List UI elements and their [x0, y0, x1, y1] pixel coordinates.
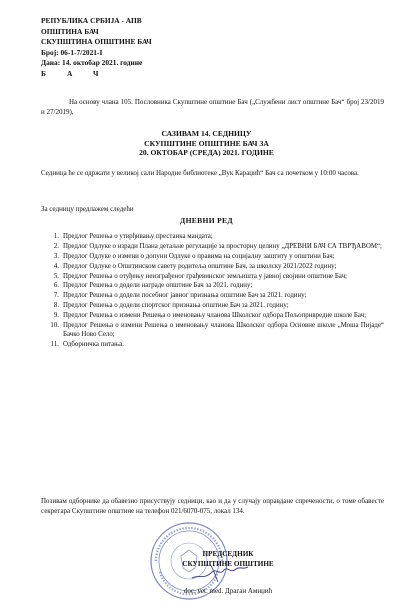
agenda-item-text: Предлог Решења о отуђењу неизграђеног грађевинског земљишта у јавној својини општине Бач; — [63, 272, 347, 280]
agenda-item-text: Предлог Решења о измени Решења о именовању чланова Школског одбора Пољопривредне школе Бач; — [63, 312, 367, 320]
agenda-item — [41, 302, 384, 311]
header-letter: Б — [41, 68, 46, 78]
agenda-item-number: 4. — [53, 262, 59, 270]
header-letter: Ч — [93, 68, 99, 78]
agenda-item-number: 3. — [53, 252, 59, 260]
agenda-item — [41, 253, 384, 262]
agenda-item-number: 10. — [50, 322, 59, 330]
agenda-item-text: Предлог Решења о додели посебног јавног признања општине Бач за 2021. годину; — [63, 292, 307, 300]
convocation-line: САЗИВАМ 14. СЕДНИЦУ — [161, 129, 252, 138]
agenda-item-text: Предлог Одлуке о Општинском савету родитеља општине Бач, за школску 2021/2022 годину; — [63, 262, 337, 270]
handwritten-signature-icon — [190, 560, 250, 584]
agenda-item-text: Предлог Одлуке о изради Плана детаљне регулације за просторну целину „ДРЕВНИ БАЧ СА ТВРЂАВОМ“; — [63, 242, 382, 250]
agenda-item-number: 9. — [53, 312, 59, 320]
signature-subtitle: СКУПШТИНЕ ОПШТИНЕ — [182, 559, 274, 568]
header-republic: РЕПУБЛИКА СРБИЈА - АПВ — [41, 16, 142, 25]
session-location-paragraph: Седница ће се одржати у великој сали Народне библиотеке „Вук Караџић“ Бач са почетком у 10:00 часова. — [41, 169, 359, 177]
agenda-item-number: 6. — [53, 282, 59, 290]
agenda-item — [41, 233, 384, 242]
propose-text: За седницу предлажем следећи — [41, 205, 134, 213]
agenda-item-text: Предлог Решења о утврђивању престанка мандата; — [63, 233, 213, 240]
agenda-item-text: Предлог Решења о додели награде општине Бач за 2021. годину; — [63, 282, 253, 290]
agenda-item-text: Предлог Одлуке о измени о допуни Одлуке о правима на социјалну заштиту у општини Бач; — [63, 252, 335, 260]
agenda-item — [41, 312, 384, 321]
header-municipality: ОПШТИНА БАЧ — [41, 26, 99, 36]
agenda-item — [41, 292, 384, 301]
letterhead — [41, 16, 152, 79]
agenda-item — [41, 341, 384, 350]
agenda-item-text: Предлог Решења о додели спортског признања општине Бач за 2021. годину; — [63, 302, 289, 310]
closing-paragraph: Позивам одборнике да обавезно присуствују седници, као и да у случају оправдане спречености, о томе обавесте секретара Скупштине општине на телефон 021/6070-075, локал 134. — [41, 497, 384, 515]
agenda-item-number: 1. — [53, 233, 59, 240]
agenda-item-number: 2. — [53, 242, 59, 250]
header-place — [41, 69, 152, 80]
signatory-name: doc. vet. med. Драган Амиџић — [183, 587, 273, 595]
agenda-item — [41, 243, 384, 252]
signature-title: ПРЕДСЕДНИК — [202, 550, 254, 558]
agenda-heading: ДНЕВНИ РЕД — [180, 216, 233, 225]
agenda-item-number: 7. — [53, 292, 59, 300]
agenda-item — [41, 263, 384, 272]
header-date: Дана: 14. октобар 2021. године — [41, 58, 143, 67]
agenda-item — [41, 322, 384, 340]
agenda-item-text: Предлог Решења о измени Решења о именовању чланова Школског одбора Основне школе „Моша Пијаде“ Бачко Ново Село; — [63, 322, 384, 338]
convocation-line: СКУПШТИНЕ ОПШТИНЕ БАЧ ЗА — [144, 138, 269, 148]
convocation-date: 20. ОКТОБАР (СРЕДА) 2021. ГОДИНЕ — [139, 148, 274, 158]
header-letter: А — [67, 68, 73, 78]
agenda-item-number: 8. — [53, 302, 59, 310]
header-assembly: СКУПШТИНА ОПШТИНЕ БАЧ — [41, 37, 152, 46]
agenda-item — [41, 282, 384, 291]
legal-basis-paragraph: На основу члана 105. Пословника Скупштине општине Бач („Службени лист општине Бач“ број 23/2019 и 27/2019), — [41, 98, 384, 116]
agenda-item-number: 5. — [53, 272, 59, 280]
convocation-title — [0, 129, 413, 158]
agenda-list — [41, 233, 384, 351]
header-number: Број: 06-1-7/2021-I — [41, 47, 103, 57]
agenda-item — [41, 273, 384, 282]
agenda-item-text: Одборничка питања. — [63, 340, 124, 348]
agenda-item-number: 11. — [50, 340, 59, 348]
